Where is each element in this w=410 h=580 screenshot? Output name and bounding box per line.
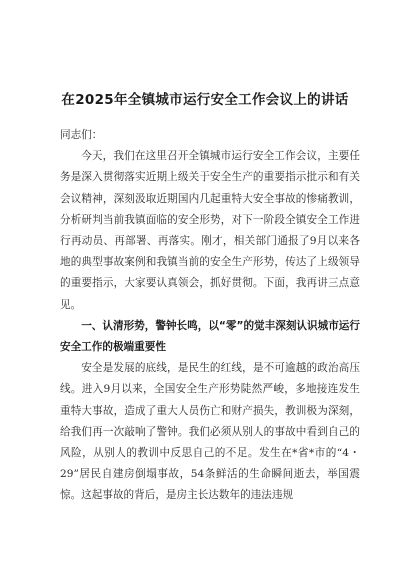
salutation: 同志们： bbox=[60, 129, 103, 141]
paragraph-section-1: 安全是发展的底线，是民生的红线，是不可逾越的政治高压线。进入9月以来，全国安全生产形势陡然严峻，多地接连发生重特大事故，造成了重大人员伤亡和财产损失，教训极为深刻，给我们再一次敲响了警钟。我们必须从别人的事故中看到自己的风险，从别人的教训中反思自己的不足。发生在*省*市的“4・29”居民自建房倒塌事故，54条鲜活的生命瞬间逝去，举国震惊。这起事故的背后，是房主长达数年的违法违规 bbox=[60, 362, 360, 502]
section-heading-1: 一、认清形势，警钟长鸣，以“零”的觉丰深刻认识城市运行安全工作的极端重要性 bbox=[60, 319, 360, 354]
document-title: 在2025年全镇城市运行安全工作会议上的讲话 bbox=[61, 92, 349, 108]
paragraph-intro: 今天，我们在这里召开全镇城市运行安全工作会议，主要任务是深入贯彻落实近期上级关于安全生产的重要指示批示和有关会议精神，深刻汲取近期国内几起重特大安全事故的惨痛教训，分析研判当前我镇面临的安全形势，对下一阶段全镇安全工作进行再动员、再部署、再落实。刚才，相关部门通报了9月以来各地的典型事故案例和我镇当前的安全生产形势，传达了上级领导的重要指示，大家要认真领会，抓好贯彻。下面，我再讲三点意见。 bbox=[60, 150, 360, 311]
document-body bbox=[60, 125, 360, 507]
